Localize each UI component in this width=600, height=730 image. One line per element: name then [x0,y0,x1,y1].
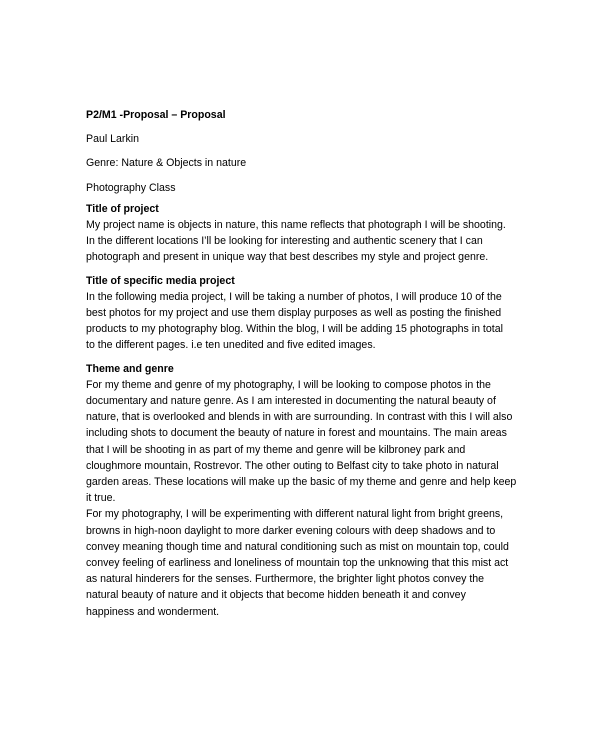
text-line: products to my photography blog. Within the blog, I will be adding 15 photographs in total [86,323,503,336]
class-line: Photography Class [86,181,176,194]
text-line: cloughmore mountain, Rostrevor. The other outing to Belfast city to take photo in natural [86,459,499,472]
section-heading: Title of project [86,202,159,215]
text-line: documentary and nature genre. As I am interested in documenting the natural beauty of [86,395,496,408]
paragraph [86,217,536,266]
paragraph [86,377,536,507]
genre-line: Genre: Nature & Objects in nature [86,157,247,170]
text-line: In the following media project, I will be taking a number of photos, I will produce 10 of the [86,290,502,303]
section-title-of-project [86,201,536,266]
paragraph [86,506,536,619]
text-line: including shots to document the beauty of nature in forest and mountains. The main areas [86,427,507,440]
text-line: nature, that is overlooked and blends in with are surrounding. In contrast with this I will also [86,411,513,424]
text-line: In the different locations I’ll be looking for interesting and authentic scenery that I can [86,235,483,248]
author-name: Paul Larkin [86,133,139,146]
paragraph [86,289,536,354]
text-line: as natural hinderers for the senses. Furthermore, the brighter light photos convey the [86,573,485,586]
section-heading: Title of specific media project [86,274,235,287]
text-line: that I will be shooting in as part of my theme and genre will be kilbroney park and [86,443,466,456]
section-heading: Theme and genre [86,362,174,375]
text-line: it true. [86,492,116,505]
text-line: For my theme and genre of my photography, I will be looking to compose photos in the [86,378,491,391]
section-media-project [86,273,536,354]
section-theme-and-genre [86,361,536,620]
text-line: My project name is objects in nature, this name reflects that photograph I will be shooting. [86,219,506,232]
text-line: convey meaning though time and natural conditioning such as mist on mountain top, could [86,540,509,553]
text-line: best photos for my project and use them display purposes as well as posting the finished [86,307,502,320]
text-line: convey feeling of earliness and loneliness of mountain top the unknowing that this mist act [86,557,509,570]
text-line: happiness and wonderment. [86,605,220,618]
document-title: P2/M1 -Proposal – Proposal [86,109,226,121]
text-line: browns in high-noon daylight to more darker evening colours with deep shadows and to [86,524,496,537]
document-body [86,107,536,627]
text-line: photograph and present in unique way that best describes my style and project genre. [86,251,489,264]
text-line: garden areas. These locations will make up the basic of my theme and genre and help keep [86,476,517,489]
text-line: natural beauty of nature and it objects that become hidden beneath it and convey [86,589,466,602]
text-line: For my photography, I will be experimenting with different natural light from bright greens, [86,508,504,521]
text-line: to the different pages. i.e ten unedited and five edited images. [86,339,376,352]
